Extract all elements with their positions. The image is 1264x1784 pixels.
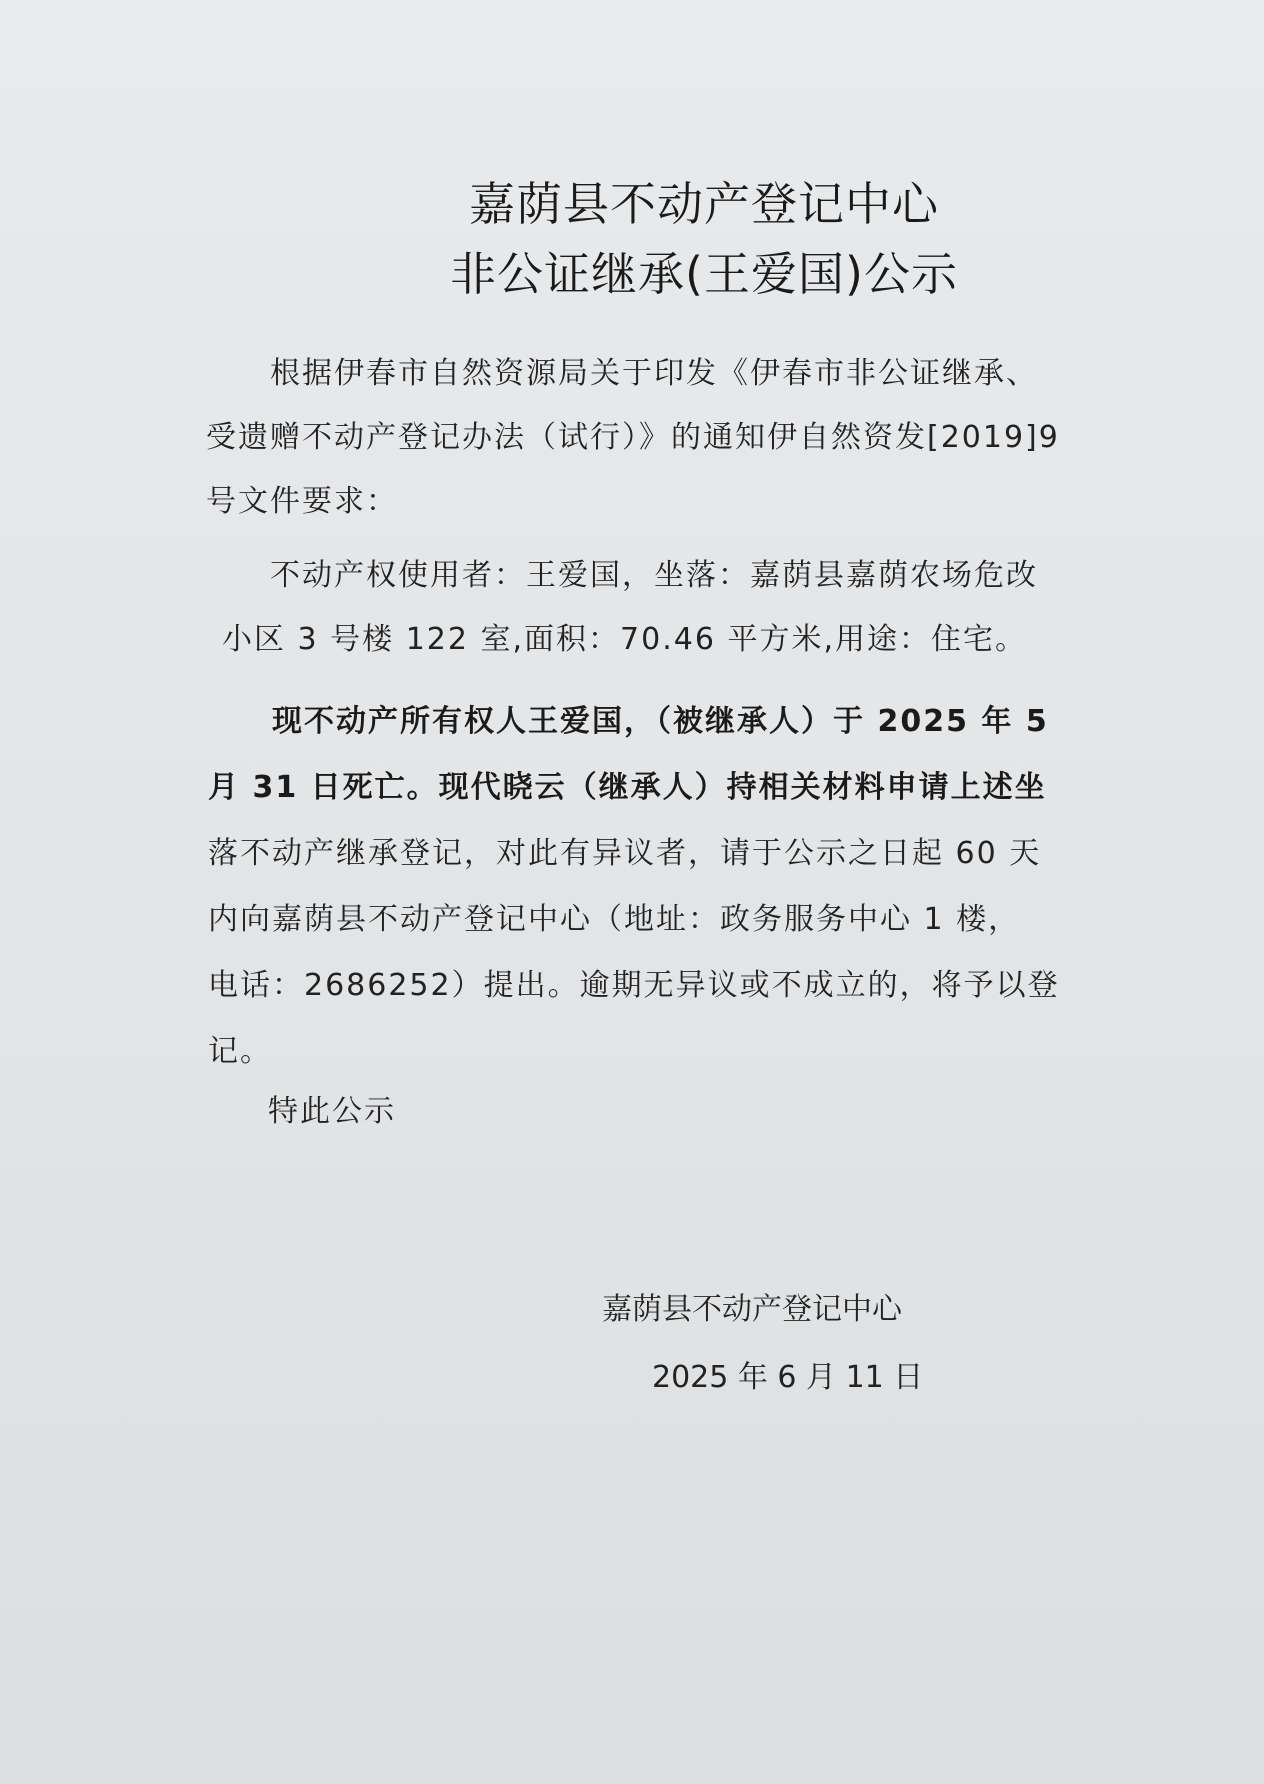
paragraph-line: 号文件要求： <box>206 484 398 519</box>
paragraph-line: 电话：2686252）提出。逾期无异议或不成立的，将予以登 <box>208 968 1060 1003</box>
document-title-line-2: 非公证继承(王爱国)公示 <box>450 247 958 301</box>
issuing-organization: 嘉荫县不动产登记中心 <box>602 1292 902 1327</box>
paragraph-line: 现不动产所有权人王爱国，（被继承人）于 2025 年 5 <box>272 704 1049 739</box>
paragraph-line: 记。 <box>208 1034 272 1069</box>
paragraph-line: 受遗赠不动产登记办法（试行）》的通知伊自然资发[2019]9 <box>206 420 1060 455</box>
paragraph-line: 落不动产继承登记，对此有异议者，请于公示之日起 60 天 <box>208 836 1042 871</box>
paragraph-line: 内向嘉荫县不动产登记中心（地址：政务服务中心 1 楼， <box>208 902 1021 937</box>
paragraph-line: 小区 3 号楼 122 室,面积：70.46 平方米,用途：住宅。 <box>222 622 1027 657</box>
paragraph-line: 根据伊春市自然资源局关于印发《伊春市非公证继承、 <box>270 356 1038 391</box>
paragraph-line: 不动产权使用者：王爱国，坐落：嘉荫县嘉荫农场危改 <box>270 558 1038 593</box>
document-title-line-1: 嘉荫县不动产登记中心 <box>469 177 939 231</box>
paragraph-line: 月 31 日死亡。现代晓云（继承人）持相关材料申请上述坐 <box>208 770 1047 805</box>
issue-date: 2025 年 6 月 11 日 <box>652 1360 924 1395</box>
closing-phrase: 特此公示 <box>268 1094 396 1129</box>
